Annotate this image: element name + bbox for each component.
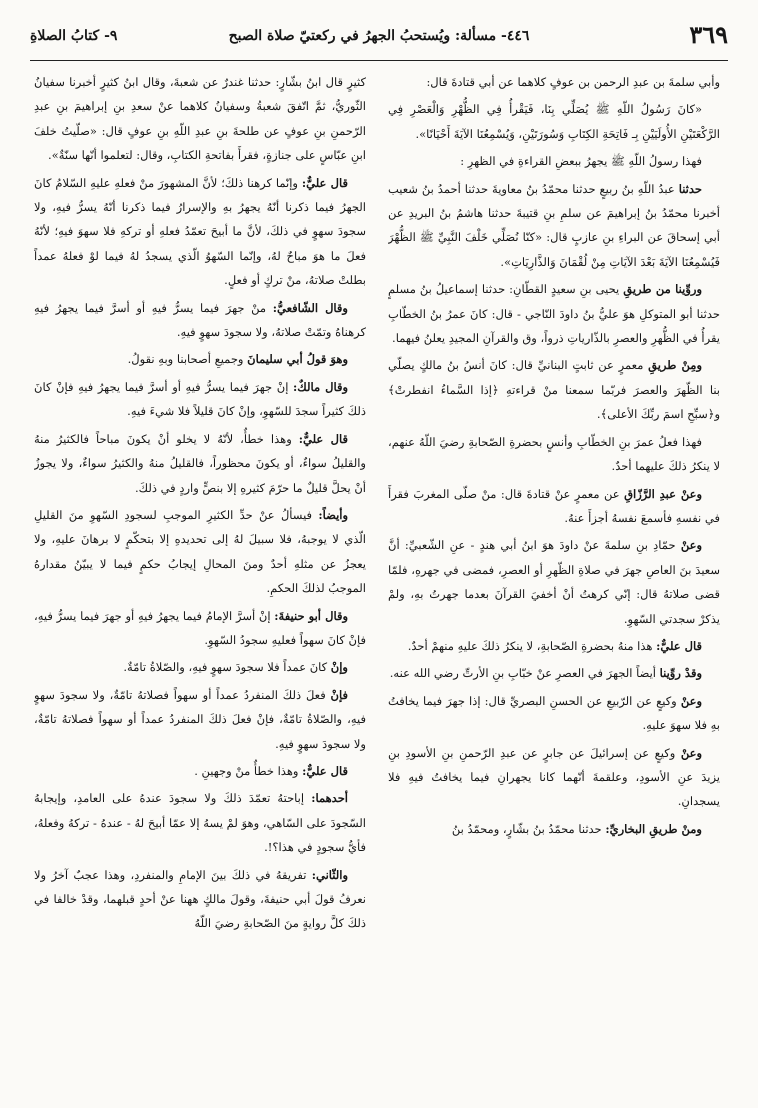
paragraph-text: منْ جهرَ فيما يسرُّ فيهِ أو أسرَّ فيما يجهرُ فيهِ كرهناهُ وتمّتْ صلاتهُ، ولا سجودَ سهوٍ فيهِ. — [34, 300, 366, 340]
page-number: ٣٦٩ — [689, 20, 728, 49]
paragraph-lead: قال عليٌّ: — [301, 175, 349, 190]
paragraph-text: كانَ عمداً فلا سجودَ سهوٍ فيهِ، والصّلاةُ تامّةٌ. — [123, 660, 328, 675]
paragraph — [34, 296, 366, 345]
paragraph-text: حمّادِ بنِ سلمةَ عنْ داودَ هوَ ابنُ أبي هندٍ - عنِ الشّعبيِّ: أنَّ سعيدَ بنَ العاصِ جهرَ في صلاةِ الظّهرِ أو العصرِ، فمضى في جهرهِ، فلمّا قضى صلاتهُ قال: إنّي كرهتُ أنْ أخفيَ القرآنَ بعدما جهرتُ بهِ، ولمْ يذكرْ سجدتي السّهوِ. — [388, 538, 720, 626]
paragraph-lead: وروِّينا من طريقِ — [623, 282, 702, 297]
paragraph — [34, 863, 366, 936]
paragraph-text: فيسألُ عنْ حدِّ الكثيرِ الموجبِ لسجودِ السّهوِ منَ القليلِ الّذي لا يوجبهُ، فلا سبيلَ لهُ إلى تحديدهِ إلا بتحكّمٍ لا برهانَ عليهِ، ولا يعجزُ عن مثلهِ أحدٌ ومنَ المحالِ إيجابُ حكمٍ فيما لا يبيّنُ مقدارهُ الموجبُ لذلكَ الحكمِ. — [34, 507, 366, 596]
paragraph — [34, 683, 366, 756]
paragraph — [388, 533, 720, 631]
paragraph — [388, 817, 720, 841]
paragraph — [388, 634, 720, 658]
paragraph-text: وأبي سلمةَ بن عبدِ الرحمن بن عوفٍ كلاهما عن أبي قتادةَ قال: — [426, 75, 720, 89]
paragraph-text: عبدُ اللّهِ بنُ ربيعٍ حدثنا محمّدُ بنُ معاويةَ حدثنا أحمدُ بنُ شعيب أخبرنا محمّدُ بنُ إبراهيمَ عن سلمِ بنِ قتيبةَ حدثنا هاشمُ بنُ البريدِ عن أبي إسحاقَ عن البراءِ بنِ عازبٍ قال: «كنّا نُصَلِّي خَلْفَ النَّبِيِّ ﷺ الظُّهْرَ فَيُسْمِعُنَا الآيَةَ بَعْدَ الآيَاتِ مِنْ لُقْمَانَ وَالذَّارِيَاتِ». — [388, 181, 720, 269]
paragraph-lead: وعنْ — [680, 693, 702, 708]
left-column — [34, 70, 366, 1100]
paragraph — [34, 655, 366, 679]
paragraph — [388, 70, 720, 94]
paragraph — [388, 482, 720, 531]
paragraph-lead: وعنْ — [680, 538, 703, 553]
paragraph — [34, 759, 366, 783]
paragraph-lead: وعنْ عبدِ الرَّزّاقِ — [624, 486, 702, 501]
paragraph-lead: وأيضاً: — [318, 507, 349, 522]
paragraph-text: كثيرٍ قال ابنُ بشّارٍ: حدثنا غندرٌ عن شعبةَ، وقال ابنُ كثيرٍ أخبرنا سفيانُ الثّوريُّ، ثمَّ اتّفقَ شعبةُ وسفيانُ كلاهما عنْ سعدِ بنِ إبراهيمَ بنِ عبدِ الرّحمنِ بنِ عوفٍ عن طلحةَ بنِ عبدِ اللّهِ بنِ عوفٍ قال: «صلّيتُ خلفَ ابنِ عبّاسٍ على جنازةٍ، فقرأَ بفاتحةِ الكتابِ، وقال: لتعلموا أنّها سنّةٌ». — [34, 75, 366, 163]
paragraph-lead: والثّاني: — [311, 867, 348, 882]
paragraph — [34, 347, 366, 371]
paragraph — [388, 149, 720, 173]
paragraph-lead: قال عليٌّ: — [302, 763, 348, 778]
paragraph-text: وكيعٍ عن الرّبيعِ عن الحسنِ البصريِّ قال: إذا جهرَ فيما يخافتُ بهِ فلا سهوَ عليهِ. — [388, 693, 720, 733]
paragraph-text: معمرٍ عن ثابتٍ البنانيِّ قال: كانَ أنسُ بنُ مالكٍ يصلّي بنا الظّهرَ والعصرَ فربّما سمعنا منْ قراءتهِ ﴿إذا السَّماءُ انفطرتْ﴾ و﴿سبِّحِ اسمَ ربِّكَ الأعلى﴾. — [388, 358, 720, 422]
paragraph-text: وإنّما كرهنا ذلكَ؛ لأنَّ المشهورَ منْ فعلهِ عليهِ السّلامُ كانَ الجهرُ فيما ذكرنا أنّهُ يجهرُ بهِ والإسرارُ فيما ذكرنا أنّهُ يسرُّ فيهِ، ولا سجودَ سهوٍ في ذلكَ، لأنَّ ما أبيحَ تعمّدُ فعلهِ أو تركهِ فلا سهوَ فيهِ؛ لأنّهُ فعلَ ما هوَ مباحٌ لهُ، وإنّما السّهوُ الّذي يسجدُ لهُ فيما لوْ فعلهُ عمداً بطلتْ صلاتهُ، منْ تركٍ أو فعلٍ. — [34, 175, 366, 288]
paragraph-lead: ومنْ طريقِ البخاريِّ: — [605, 821, 702, 836]
paragraph-text: وهذا خطأٌ منْ وجهينِ . — [194, 763, 299, 778]
paragraph-lead: وعنْ — [680, 745, 702, 760]
paragraph-lead: قال عليٌّ: — [656, 638, 702, 653]
paragraph — [34, 375, 366, 424]
paragraph-lead: حدثنا — [678, 181, 703, 196]
running-title: ٤٤٦- مسألة: ويُستحبُ الجهرُ في ركعتيّ صلاة الصبح — [228, 28, 530, 44]
paragraph — [34, 171, 366, 293]
paragraph-text: إباحتهُ تعمّدَ ذلكَ ولا سجودَ عندهُ على العامدِ، وإيجابهُ السّجودَ على السّاهي، وهوَ لمْ يسهُ إلا عمّا أبيحَ لهُ - عندهُ - تركهُ وفعلهُ، فأيُّ سجودٍ في هذا؟!. — [34, 791, 366, 855]
paragraph — [388, 97, 720, 146]
paragraph-lead: وإنْ — [330, 660, 348, 675]
paragraph-text: أيضاً الجهرَ في العصرِ عنْ خبّابِ بنِ الأرتِّ رضي الله عنه. — [389, 666, 656, 681]
paragraph — [34, 427, 366, 500]
paragraph-lead: قال عليٌّ: — [298, 431, 349, 446]
paragraph-lead: ومِنْ طريقِ — [648, 358, 703, 373]
paragraph — [388, 177, 720, 275]
paragraph — [388, 741, 720, 814]
paragraph — [388, 661, 720, 685]
paragraph-lead: أحدهما: — [311, 791, 349, 806]
paragraph-text: وهذا خطأٌ، لأنّهُ لا يخلو أنْ يكونَ مباحاً فالكثيرُ منهُ والقليلُ سواءٌ، أو يكونَ محظوراً، فالقليلُ منهُ والكثيرُ سواءٌ، ولا يجوزُ أنْ يحلَّ قليلٌ ما حرّمَ كثيرهِ إلا بنصٍّ واردٍ في ذلكَ. — [34, 431, 366, 495]
paragraph — [388, 353, 720, 426]
book-title: ٩- كتابُ الصلاةِ — [30, 28, 118, 44]
paragraph-lead: وقدْ روِّينا — [659, 666, 702, 681]
paragraph — [388, 277, 720, 350]
paragraph-text: تفريقهُ في ذلكَ بينَ الإمامِ والمنفردِ، وهذا عجبٌ آخرُ ولا نعرفُ قولَ أبي حنيفةَ، وقولَ مالكٍ ههنا عنْ أحدٍ قبلهما، وقدْ خالفا في ذلكَ كلَّ روايةٍ منَ الصّحابةِ رضيَ اللّهُ — [34, 867, 366, 931]
paragraph-lead: وقال أبو حنيفةَ: — [274, 608, 348, 623]
paragraph — [34, 503, 366, 601]
paragraph-lead: فإنْ — [330, 687, 348, 702]
paragraph-text: فهذا رسولُ اللّهِ ﷺ يجهرُ ببعضِ القراءةِ في الظهرِ : — [460, 154, 702, 169]
paragraph-text: إنْ جهرَ فيما يسرُّ فيهِ أو أسرَّ فيما يجهرُ فيهِ فإنْ كانَ ذلكَ كثيراً سجدَ للسّهوِ، وإنْ كانَ قليلاً فلا شيءَ فيهِ. — [34, 379, 366, 419]
paragraph — [34, 604, 366, 653]
header-rule — [30, 60, 728, 61]
paragraph-text: عن معمرٍ عنْ قتادةَ قال: منْ صلّى المغربَ فقرأَ في نفسهِ فأسمعَ نفسهُ أجزأَ عنهُ. — [388, 486, 720, 525]
paragraph — [34, 786, 366, 859]
paragraph-lead: وقال مالكٌ: — [293, 379, 348, 394]
paragraph-text: يحيى بنِ سعيدٍ القطّانِ: حدثنا إسماعيلُ بنُ مسلمٍ حدثنا أبو المتوكلِ هوَ عليُّ بنُ داودَ النّاجي - قال: كانَ عمرُ بنُ الخطّابِ يقرأُ في الظُّهرِ والعصرِ بالذّارياتِ ذرواً، وق والقرآنِ المجيدِ يعلنُ فيهما. — [388, 282, 720, 346]
paragraph-text: وجميعِ أصحابنا وبهِ نقولُ. — [127, 352, 244, 367]
paragraph-lead: وقال الشّافعيُّ: — [272, 300, 348, 315]
paragraph-text: هذا منهُ بحضرةِ الصّحابةِ، لا ينكرُ ذلكَ عليهِ منهمْ أحدٌ. — [407, 638, 653, 653]
paragraph — [388, 430, 720, 479]
paragraph-text: فهذا فعلُ عمرَ بنِ الخطّابِ وأنسٍ بحضرةِ الصّحابةِ رضيَ اللّهُ عنهم، لا ينكرُ ذلكَ عليهما أحدٌ. — [388, 434, 720, 474]
paragraph-text: فعلَ ذلكَ المنفردُ عمداً أو سهواً فصلاتهُ تامّةٌ، ولا سجودَ سهوٍ فيهِ، والصّلاةُ تامّةٌ، فإنْ فعلَ ذلكَ المنفردُ عمداً أو سهواً فصلاتهُ تامّةٌ، ولا سجودَ سهوٍ فيهِ. — [34, 687, 366, 751]
paragraph-text: إنْ أسرَّ الإمامُ فيما يجهرُ فيهِ أو جهرَ فيما يسرُّ فيهِ، فإنْ كانَ سهواً فعليهِ سجودُ السّهوِ. — [34, 608, 366, 647]
paragraph-text: «كانَ رَسُولُ اللّهِ ﷺ يُصَلِّي بِنَا، فَيَقْرأُ فِي الظُّهْرِ وَالْعَصْرِ فِي الرَّكْعَتَيْنِ الأُولَيَيْنِ بِـ فَاتِحَةِ الكِتَابِ وَسُورَتَيْنِ، وَيُسْمِعُنَا الآيَةَ أَحْيَانًا». — [388, 102, 720, 141]
right-column — [388, 70, 720, 1100]
paragraph — [388, 689, 720, 738]
paragraph-lead: وهوَ قولُ أبي سليمانَ — [247, 352, 348, 367]
paragraph — [34, 70, 366, 168]
paragraph-text: حدثنا محمّدُ بنُ بشّارٍ، ومحمّدُ بنُ — [451, 821, 602, 836]
page-header — [30, 20, 728, 52]
paragraph-text: وكيعٍ عن إسرائيلَ عن جابرٍ عن عبدِ الرّحمنِ بنِ الأسودِ بنِ يزيدَ عنِ الأسودِ، وعلقمةَ أنّهما كانا يجهرانِ فيما يخافتُ فيهِ فلا يسجدانِ. — [388, 745, 720, 809]
